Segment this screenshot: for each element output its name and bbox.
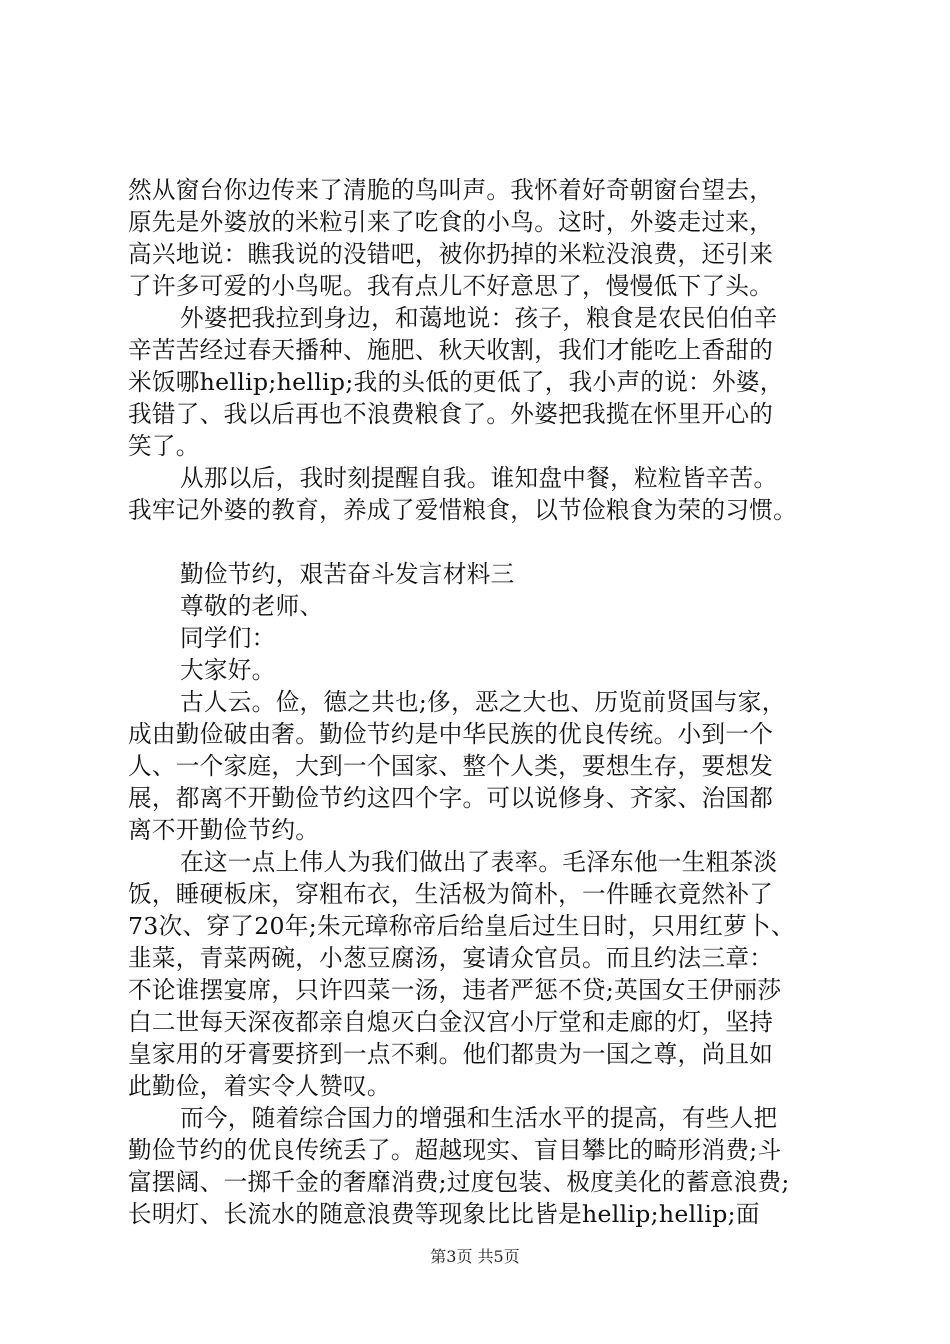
text-line: 皇家用的牙膏要挤到一点不剩。他们都贵为一国之尊，尚且如 [128, 1040, 774, 1068]
text-line: 人、一个家庭，大到一个国家、整个人类，要想生存，要想发 [128, 752, 774, 780]
paragraph-start-line: 同学们： [180, 624, 276, 652]
text-line: 73次、穿了20年;朱元璋称帝后给皇后过生日时，只用红萝卜、 [128, 912, 795, 940]
paragraph-start-line: 从那以后，我时刻提醒自我。谁知盘中餐，粒粒皆辛苦。 [180, 464, 778, 492]
text-line: 了许多可爱的小鸟呢。我有点儿不好意思了，慢慢低下了头。 [128, 272, 774, 300]
text-line: 勤俭节约的优良传统丢了。超越现实、盲目攀比的畸形消费;斗 [128, 1136, 782, 1164]
text-line: 韭菜，青菜两碗，小葱豆腐汤，宴请众官员。而且约法三章： [128, 944, 774, 972]
page-footer: 第3页 共5页 [430, 1247, 520, 1266]
paragraph-start-line: 外婆把我拉到身边，和蔼地说：孩子，粮食是农民伯伯辛 [180, 304, 778, 332]
text-line: 辛苦苦经过春天播种、施肥、秋天收割，我们才能吃上香甜的 [128, 336, 774, 364]
paragraph-start-line: 尊敬的老师、 [180, 592, 324, 620]
text-line: 米饭哪hellip;hellip;我的头低的更低了，我小声的说：外婆， [128, 368, 784, 396]
text-line: 我错了、我以后再也不浪费粮食了。外婆把我揽在怀里开心的 [128, 400, 774, 428]
text-line: 富摆阔、一掷千金的奢靡消费;过度包装、极度美化的蓄意浪费; [128, 1168, 790, 1196]
paragraph-start-line: 大家好。 [180, 656, 276, 684]
text-line: 成由勤俭破由奢。勤俭节约是中华民族的优良传统。小到一个 [128, 720, 774, 748]
text-line: 饭，睡硬板床，穿粗布衣，生活极为简朴，一件睡衣竟然补了 [128, 880, 774, 908]
text-line: 原先是外婆放的米粒引来了吃食的小鸟。这时，外婆走过来， [128, 208, 774, 236]
paragraph-start-line: 勤俭节约，艰苦奋斗发言材料三 [180, 560, 515, 588]
text-line: 此勤俭，着实令人赞叹。 [128, 1072, 391, 1100]
text-line: 离不开勤俭节约。 [128, 816, 320, 844]
text-line: 笑了。 [128, 432, 200, 460]
text-line: 不论谁摆宴席，只许四菜一汤，违者严惩不贷;英国女王伊丽莎 [128, 976, 782, 1004]
paragraph-start-line: 古人云。俭，德之共也;侈，恶之大也、历览前贤国与家， [180, 688, 786, 716]
text-line: 高兴地说：瞧我说的没错吧，被你扔掉的米粒没浪费，还引来 [128, 240, 774, 268]
text-line: 展，都离不开勤俭节约这四个字。可以说修身、齐家、治国都 [128, 784, 774, 812]
document-body [128, 174, 838, 1230]
paragraph-start-line: 而今，随着综合国力的增强和生活水平的提高，有些人把 [180, 1104, 778, 1132]
text-line: 我牢记外婆的教育，养成了爱惜粮食，以节俭粮食为荣的习惯。 [128, 496, 798, 524]
paragraph-start-line: 在这一点上伟人为我们做出了表率。毛泽东他一生粗茶淡 [180, 848, 778, 876]
text-line: 白二世每天深夜都亲自熄灭白金汉宫小厅堂和走廊的灯，坚持 [128, 1008, 774, 1036]
text-line: 然从窗台你边传来了清脆的鸟叫声。我怀着好奇朝窗台望去， [128, 176, 774, 204]
text-line: 长明灯、长流水的随意浪费等现象比比皆是hellip;hellip;面 [128, 1200, 760, 1228]
blank-line [128, 526, 838, 558]
